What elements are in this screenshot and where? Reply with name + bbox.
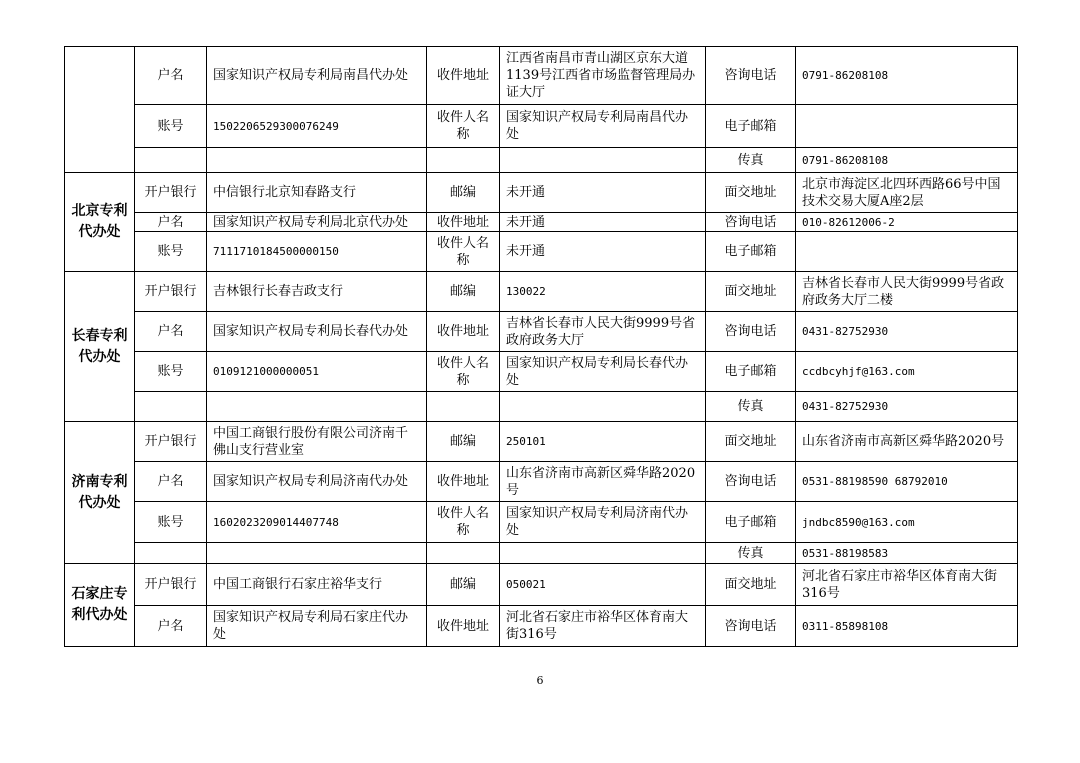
- nanchang-mail-address: 江西省南昌市青山湖区京东大道1139号江西省市场监督管理局办证大厅: [500, 47, 706, 105]
- label-account-no: 账号: [135, 105, 207, 148]
- beijing-bank: 中信银行北京知春路支行: [207, 173, 427, 213]
- office-name-shijiazhuang: 石家庄专利代办处: [65, 564, 135, 647]
- table-row: [65, 272, 1018, 312]
- table-row: [65, 148, 1018, 173]
- jinan-phone: 0531-88198590 68792010: [796, 462, 1018, 502]
- changchun-bank: 吉林银行长春吉政支行: [207, 272, 427, 312]
- label-email: 电子邮箱: [706, 502, 796, 543]
- jinan-fax: 0531-88198583: [796, 543, 1018, 564]
- label-bank: 开户银行: [135, 564, 207, 606]
- label-mail-address: 收件地址: [427, 47, 500, 105]
- empty-cell: [135, 392, 207, 422]
- jinan-visit-address: 山东省济南市高新区舜华路2020号: [796, 422, 1018, 462]
- empty-cell: [427, 392, 500, 422]
- label-mail-address: 收件地址: [427, 312, 500, 352]
- empty-cell: [207, 543, 427, 564]
- label-account-no: 账号: [135, 232, 207, 272]
- label-recipient-name: 收件人名称: [427, 232, 500, 272]
- empty-cell: [500, 392, 706, 422]
- empty-cell: [135, 148, 207, 173]
- table-row: [65, 232, 1018, 272]
- nanchang-recipient: 国家知识产权局专利局南昌代办处: [500, 105, 706, 148]
- shijiazhuang-visit-address: 河北省石家庄市裕华区体育南大街316号: [796, 564, 1018, 606]
- label-account-name: 户名: [135, 47, 207, 105]
- label-account-name: 户名: [135, 462, 207, 502]
- changchun-postcode: 130022: [500, 272, 706, 312]
- empty-cell: [135, 543, 207, 564]
- label-phone: 咨询电话: [706, 462, 796, 502]
- label-email: 电子邮箱: [706, 105, 796, 148]
- label-email: 电子邮箱: [706, 232, 796, 272]
- changchun-mail-address: 吉林省长春市人民大街9999号省政府政务大厅: [500, 312, 706, 352]
- jinan-email: jndbc8590@163.com: [796, 502, 1018, 543]
- table-row: [65, 606, 1018, 647]
- label-bank: 开户银行: [135, 422, 207, 462]
- beijing-phone: 010-82612006-2: [796, 213, 1018, 232]
- office-cell-nanchang: [65, 47, 135, 173]
- table-row: [65, 543, 1018, 564]
- table-row: [65, 392, 1018, 422]
- office-name-jinan: 济南专利代办处: [65, 422, 135, 564]
- jinan-account-name: 国家知识产权局专利局济南代办处: [207, 462, 427, 502]
- table-row: [65, 47, 1018, 105]
- table-row: [65, 312, 1018, 352]
- label-account-name: 户名: [135, 606, 207, 647]
- label-phone: 咨询电话: [706, 312, 796, 352]
- changchun-visit-address: 吉林省长春市人民大街9999号省政府政务大厅二楼: [796, 272, 1018, 312]
- nanchang-account-no: 1502206529300076249: [207, 105, 427, 148]
- label-phone: 咨询电话: [706, 213, 796, 232]
- label-bank: 开户银行: [135, 272, 207, 312]
- label-recipient-name: 收件人名称: [427, 105, 500, 148]
- beijing-visit-address: 北京市海淀区北四环西路66号中国技术交易大厦A座2层: [796, 173, 1018, 213]
- changchun-account-name: 国家知识产权局专利局长春代办处: [207, 312, 427, 352]
- empty-cell: [207, 148, 427, 173]
- empty-cell: [500, 148, 706, 173]
- changchun-account-no: 0109121000000051: [207, 352, 427, 392]
- label-recipient-name: 收件人名称: [427, 502, 500, 543]
- label-mail-address: 收件地址: [427, 462, 500, 502]
- label-mail-address: 收件地址: [427, 213, 500, 232]
- label-email: 电子邮箱: [706, 352, 796, 392]
- nanchang-phone: 0791-86208108: [796, 47, 1018, 105]
- label-account-no: 账号: [135, 352, 207, 392]
- table-row: [65, 502, 1018, 543]
- changchun-recipient: 国家知识产权局专利局长春代办处: [500, 352, 706, 392]
- nanchang-email: [796, 105, 1018, 148]
- changchun-fax: 0431-82752930: [796, 392, 1018, 422]
- label-visit-address: 面交地址: [706, 272, 796, 312]
- patent-office-info-table: [64, 46, 1018, 647]
- table-row: [65, 564, 1018, 606]
- label-visit-address: 面交地址: [706, 564, 796, 606]
- label-mail-address: 收件地址: [427, 606, 500, 647]
- label-account-no: 账号: [135, 502, 207, 543]
- shijiazhuang-mail-address: 河北省石家庄市裕华区体育南大街316号: [500, 606, 706, 647]
- empty-cell: [427, 148, 500, 173]
- table-row: [65, 462, 1018, 502]
- label-account-name: 户名: [135, 312, 207, 352]
- jinan-postcode: 250101: [500, 422, 706, 462]
- jinan-recipient: 国家知识产权局专利局济南代办处: [500, 502, 706, 543]
- empty-cell: [500, 543, 706, 564]
- label-postcode: 邮编: [427, 272, 500, 312]
- page-number: 6: [536, 674, 544, 687]
- label-postcode: 邮编: [427, 173, 500, 213]
- table-row: [65, 105, 1018, 148]
- label-postcode: 邮编: [427, 422, 500, 462]
- office-name-changchun: 长春专利代办处: [65, 272, 135, 422]
- label-fax: 传真: [706, 148, 796, 173]
- shijiazhuang-postcode: 050021: [500, 564, 706, 606]
- empty-cell: [207, 392, 427, 422]
- table-row: [65, 173, 1018, 213]
- beijing-account-name: 国家知识产权局专利局北京代办处: [207, 213, 427, 232]
- beijing-recipient: 未开通: [500, 232, 706, 272]
- label-bank: 开户银行: [135, 173, 207, 213]
- office-name-beijing: 北京专利代办处: [65, 173, 135, 272]
- label-fax: 传真: [706, 392, 796, 422]
- jinan-account-no: 1602023209014407748: [207, 502, 427, 543]
- jinan-mail-address: 山东省济南市高新区舜华路2020号: [500, 462, 706, 502]
- changchun-email: ccdbcyhjf@163.com: [796, 352, 1018, 392]
- label-postcode: 邮编: [427, 564, 500, 606]
- beijing-account-no: 7111710184500000150: [207, 232, 427, 272]
- label-phone: 咨询电话: [706, 47, 796, 105]
- label-recipient-name: 收件人名称: [427, 352, 500, 392]
- table-row: [65, 422, 1018, 462]
- changchun-phone: 0431-82752930: [796, 312, 1018, 352]
- jinan-bank: 中国工商银行股份有限公司济南千佛山支行营业室: [207, 422, 427, 462]
- nanchang-account-name: 国家知识产权局专利局南昌代办处: [207, 47, 427, 105]
- table-row: [65, 213, 1018, 232]
- label-visit-address: 面交地址: [706, 173, 796, 213]
- table-row: [65, 352, 1018, 392]
- label-phone: 咨询电话: [706, 606, 796, 647]
- beijing-mail-address: 未开通: [500, 213, 706, 232]
- beijing-postcode: 未开通: [500, 173, 706, 213]
- shijiazhuang-phone: 0311-85898108: [796, 606, 1018, 647]
- beijing-email: [796, 232, 1018, 272]
- label-account-name: 户名: [135, 213, 207, 232]
- label-fax: 传真: [706, 543, 796, 564]
- shijiazhuang-bank: 中国工商银行石家庄裕华支行: [207, 564, 427, 606]
- empty-cell: [427, 543, 500, 564]
- nanchang-fax: 0791-86208108: [796, 148, 1018, 173]
- label-visit-address: 面交地址: [706, 422, 796, 462]
- shijiazhuang-account-name: 国家知识产权局专利局石家庄代办处: [207, 606, 427, 647]
